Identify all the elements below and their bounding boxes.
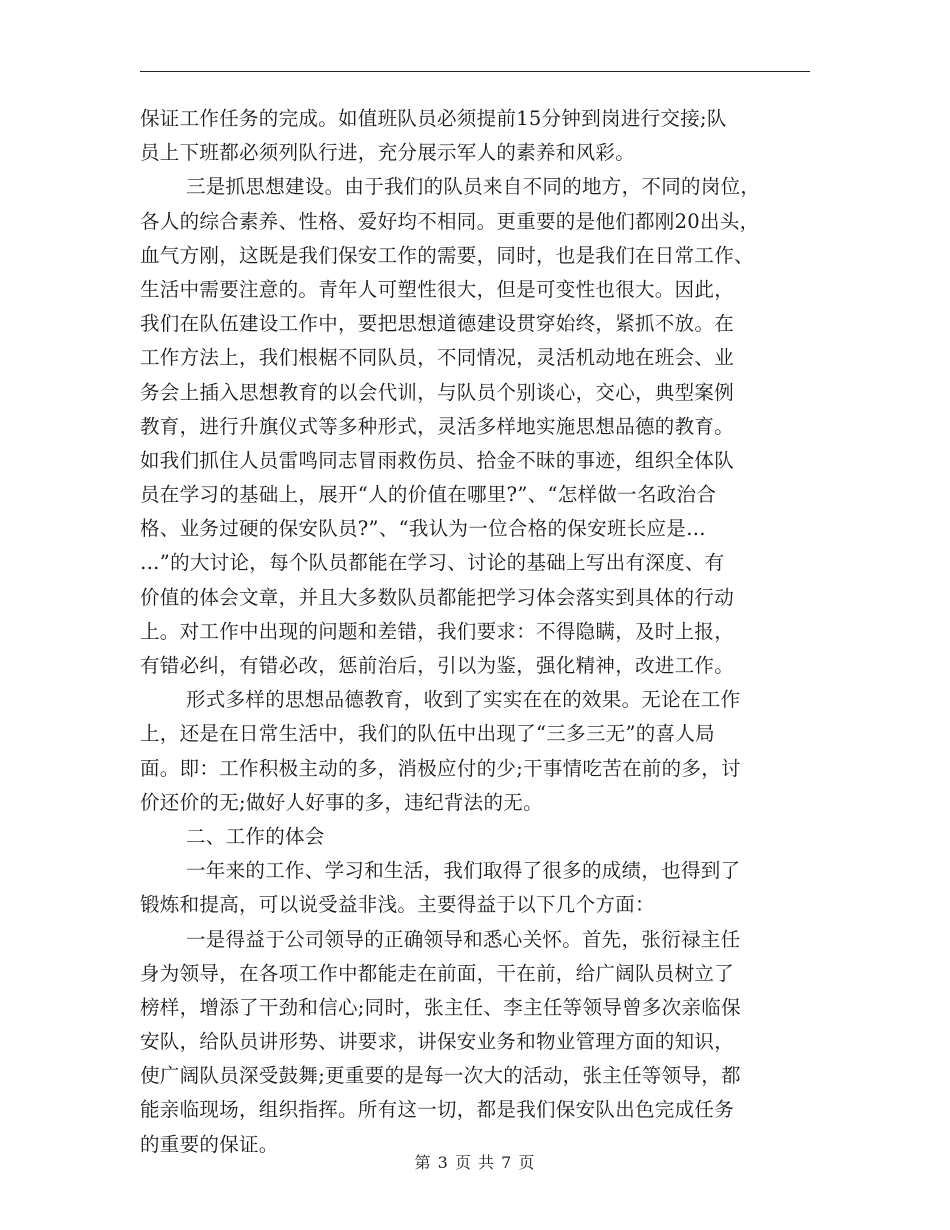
text-line: 保证工作任务的完成。如值班队员必须提前15分钟到岗进行交接;队: [140, 107, 727, 130]
text-line: 价值的体会文章，并且大多数队员都能把学习体会落实到具体的行动: [140, 585, 735, 609]
text-line: 价还价的无;做好人好事的多，违纪背法的无。: [140, 790, 543, 814]
text-line: 上。对工作中出现的问题和差错，我们要求：不得隐瞒，及时上报，: [140, 619, 735, 643]
text-line: 的重要的保证。: [140, 1132, 279, 1156]
text-line: 有错必纠，有错必改，惩前治后，引以为鉴，强化精神，改进工作。: [140, 654, 735, 677]
text-line: 教育，进行升旗仪式等多种形式，灵活多样地实施思想品德的教育。: [140, 414, 735, 438]
text-line: 二、工作的体会: [186, 824, 325, 848]
document-body: [140, 102, 820, 1162]
text-line: 一年来的工作、学习和生活，我们取得了很多的成绩，也得到了: [186, 859, 741, 883]
text-line: 三是抓思想建设。由于我们的队员来自不同的地方，不同的岗位，: [186, 175, 761, 199]
text-line: 血气方刚，这既是我们保安工作的需要，同时，也是我们在日常工作、: [140, 243, 754, 267]
page-number-footer: 第 3 页 共 7 页: [414, 1153, 536, 1172]
text-line: 使广阔队员深受鼓舞;更重要的是每一次大的活动，张主任等领导，都: [140, 1064, 741, 1088]
text-line: 我们在队伍建设工作中，要把思想道德建设贯穿始终，紧抓不放。在: [140, 312, 735, 336]
text-line: 身为领导，在各项工作中都能走在前面，干在前，给广阔队员树立了: [140, 961, 735, 985]
text-line: 如我们抓住人员雷鸣同志冒雨救伤员、拾金不昧的事迹，组织全体队: [140, 448, 735, 472]
text-line: 务会上插入思想教育的以会代训，与队员个别谈心，交心，典型案例: [140, 380, 735, 404]
text-line: 安队，给队员讲形势、讲要求，讲保安业务和物业管理方面的知识，: [140, 1030, 735, 1054]
text-line: 一是得益于公司领导的正确领导和悉心关怀。首先，张衍禄主任: [186, 927, 741, 951]
text-line: 员上下班都必须列队行进，充分展示军人的素养和风彩。: [140, 141, 636, 165]
header-rule: [140, 71, 810, 72]
text-line: 格、业务过硬的保安队员?”、“我认为一位合格的保安班长应是…: [140, 517, 706, 541]
text-line: 能亲临现场，组织指挥。所有这一切，都是我们保安队出色完成任务: [140, 1098, 735, 1122]
text-line: 面。即：工作积极主动的多，消极应付的少;干事情吃苦在前的多，讨: [140, 756, 741, 780]
text-line: 员在学习的基础上，展开“人的价值在哪里?”、“怎样做一名政治合: [140, 483, 717, 507]
text-line: 上，还是在日常生活中，我们的队伍中出现了“三多三无”的喜人局: [140, 722, 715, 746]
text-line: 锻炼和提高，可以说受益非浅。主要得益于以下几个方面：: [140, 893, 655, 917]
text-line: 形式多样的思想品德教育，收到了实实在在的效果。无论在工作: [186, 688, 741, 712]
text-line: 各人的综合素养、性格、爱好均不相同。更重要的是他们都刚20出头，: [140, 209, 760, 233]
text-line: 榜样，增添了干劲和信心;同时，张主任、李主任等领导曾多次亲临保: [140, 995, 741, 1019]
text-line: 生活中需要注意的。青年人可塑性很大，但是可变性也很大。因此，: [140, 277, 735, 301]
text-line: …”的大讨论，每个队员都能在学习、讨论的基础上写出有深度、有: [140, 551, 725, 575]
text-line: 工作方法上，我们根椐不同队员，不同情况，灵活机动地在班会、业: [140, 346, 735, 370]
